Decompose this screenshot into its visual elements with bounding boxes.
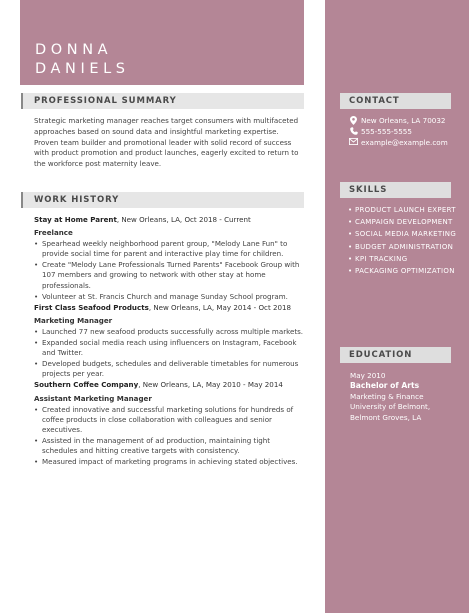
job-role: Assistant Marketing Manager	[34, 393, 152, 403]
job-details: , New Orleans, LA, May 2014 - Oct 2018	[148, 302, 292, 312]
education-header	[340, 347, 451, 363]
bullet-text: Launched 77 new seafood products successfully across multiple markets.	[42, 326, 304, 336]
job-bullets	[34, 327, 306, 379]
company-name: First Class Seafood Products	[34, 302, 149, 312]
bullet-text: Assisted in the management of ad production, maintaining tight schedules and hitting creative targets with consistency.	[42, 435, 271, 455]
job-role: Freelance	[34, 228, 73, 238]
skill-text: PACKAGING OPTIMIZATION	[355, 267, 455, 276]
bullet-text: Developed budgets, schedules and deliverable timetables for numerous projects per year.	[42, 359, 299, 379]
education-field: Marketing & Finance	[350, 391, 424, 401]
bullet-icon: •	[34, 338, 39, 348]
job-header	[34, 380, 306, 390]
email-text: example@example.com	[361, 138, 448, 148]
list-item	[34, 292, 306, 302]
section-title: CONTACT	[349, 96, 400, 106]
skill-text: BUDGET ADMINISTRATION	[355, 242, 454, 251]
bullet-text: Expanded social media reach using influencers on Instagram, Facebook and Twitter.	[42, 338, 297, 358]
first-name: DONNA	[35, 42, 113, 58]
bullet-icon: •	[34, 435, 39, 445]
section-title: WORK HISTORY	[34, 195, 120, 205]
bullet-text: Created innovative and successful marketing solutions for hundreds of coffee products in close collaboration with colleagues and senior executives.	[42, 404, 294, 434]
contact-email[interactable]	[348, 138, 466, 148]
job-bullets	[34, 405, 306, 468]
professional-summary-header	[21, 93, 304, 109]
bullet-icon: •	[348, 206, 353, 214]
bullet-text: Measured impact of marketing programs in achieving stated objectives.	[42, 457, 298, 467]
bullet-icon: •	[34, 239, 39, 249]
list-item	[348, 205, 462, 215]
list-item	[348, 242, 462, 252]
section-title: SKILLS	[349, 185, 388, 195]
list-item	[348, 254, 462, 264]
bullet-icon: •	[34, 291, 39, 301]
skill-text: CAMPAIGN DEVELOPMENT	[355, 218, 453, 227]
skills-header	[340, 182, 451, 198]
list-item	[34, 239, 306, 259]
education-school: University of Belmont, Belmont Groves, LA	[350, 402, 431, 422]
job-details: , New Orleans, LA, Oct 2018 - Current	[116, 215, 251, 224]
bullet-text: Volunteer at St. Francis Church and manage Sunday School program.	[42, 291, 288, 301]
envelope-icon	[349, 138, 358, 148]
job-role: Marketing Manager	[34, 315, 113, 325]
list-item	[348, 217, 462, 227]
list-item	[34, 327, 306, 337]
section-marker	[21, 192, 23, 208]
candidate-name	[35, 41, 130, 79]
work-history	[34, 215, 306, 468]
job-entry	[34, 380, 306, 467]
bullet-icon: •	[348, 230, 353, 239]
list-item	[34, 338, 306, 358]
education-info	[350, 371, 462, 423]
list-item	[348, 266, 462, 276]
list-item	[348, 229, 462, 239]
list-item	[34, 436, 306, 456]
phone-text: 555-555-5555	[361, 127, 412, 137]
bullet-icon: •	[348, 254, 353, 263]
bullet-icon: •	[34, 457, 39, 467]
education-date: May 2010	[350, 371, 386, 380]
contact-info	[348, 116, 466, 150]
section-marker	[21, 93, 23, 109]
location-text: New Orleans, LA 70032	[361, 116, 446, 125]
list-item	[34, 405, 306, 435]
contact-phone[interactable]	[348, 127, 466, 137]
job-header	[34, 215, 306, 225]
bullet-icon: •	[34, 359, 39, 369]
bullet-text: Create "Melody Lane Professionals Turned Parents" Facebook Group with 107 members and growing to network with other stay at home professionals.	[42, 260, 300, 290]
last-name: DANIELS	[35, 61, 130, 77]
bullet-icon: •	[34, 326, 39, 336]
bullet-icon: •	[34, 404, 39, 414]
company-name: Southern Coffee Company	[34, 380, 139, 390]
skill-text: KPI TRACKING	[355, 254, 408, 263]
company-name: Stay at Home Parent	[34, 215, 117, 224]
job-entry	[34, 215, 306, 302]
contact-header	[340, 93, 451, 109]
education-degree: Bachelor of Arts	[350, 381, 420, 391]
list-item	[34, 457, 306, 467]
bullet-icon: •	[348, 218, 353, 227]
bullet-icon: •	[348, 267, 353, 276]
section-title: EDUCATION	[349, 350, 413, 360]
work-history-header	[21, 192, 304, 208]
job-header	[34, 303, 306, 313]
bullet-text: Spearhead weekly neighborhood parent group, "Melody Lane Fun" to provide social time for parent and interactive play time for children.	[42, 239, 288, 259]
bullet-icon: •	[348, 242, 353, 251]
contact-location	[348, 116, 466, 126]
list-item	[34, 260, 306, 290]
section-title: PROFESSIONAL SUMMARY	[34, 96, 177, 106]
list-item	[34, 359, 306, 379]
skill-text: PRODUCT LAUNCH EXPERT	[355, 206, 456, 214]
job-bullets	[34, 239, 306, 302]
summary-text: Strategic marketing manager reaches target consumers with multifaceted approaches based on sound data and insightful marketing expertise. Proven team builder and promotional leader with solid record of success with product promotion and product launches, eagerly excited to return to the workforce post maternity leave.	[34, 116, 299, 169]
bullet-icon: •	[34, 260, 39, 270]
job-details: , New Orleans, LA, May 2010 - May 2014	[138, 380, 283, 390]
job-entry	[34, 303, 306, 380]
sidebar	[325, 0, 469, 613]
skill-text: SOCIAL MEDIA MARKETING	[355, 230, 457, 239]
skills-list	[348, 205, 462, 278]
phone-icon	[349, 127, 358, 138]
